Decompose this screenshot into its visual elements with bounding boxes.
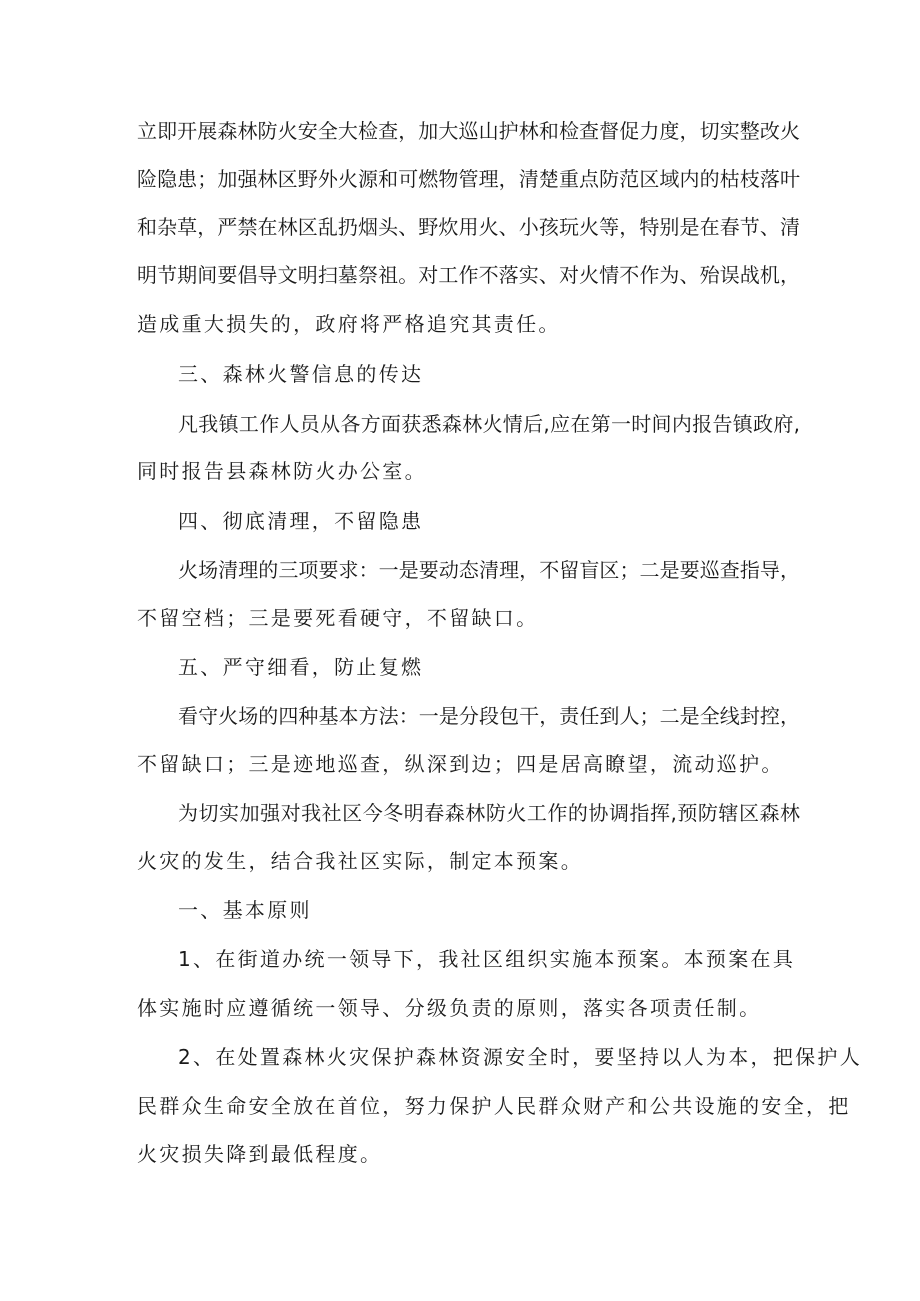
- text-line: 民群众生命安全放在首位，努力保护人民群众财产和公共设施的安全，把: [137, 1094, 851, 1118]
- section-heading: 三、森林火警信息的传达: [178, 362, 424, 386]
- text-line: 造成重大损失的，政府将严格追究其责任。: [137, 312, 561, 336]
- text-line: 不留缺口；三是迹地巡查，纵深到边；四是居高瞭望，流动巡护。: [137, 752, 784, 776]
- text-line: 险隐患；加强林区野外火源和可燃物管理，清楚重点防范区域内的枯枝落叶: [137, 167, 800, 191]
- section-heading: 四、彻底清理，不留隐患: [178, 509, 424, 533]
- text-line: 火灾的发生，结合我社区实际，制定本预案。: [137, 849, 583, 873]
- text-line: 体实施时应遵循统一领导、分级负责的原则，落实各项责任制。: [137, 996, 762, 1020]
- text-line: 为切实加强对我社区今冬明春森林防火工作的协调指挥,预防辖区森林: [178, 801, 800, 825]
- text-line: 2、在处置森林火灾保护森林资源安全时，要坚持以人为本，把保护人: [178, 1045, 863, 1069]
- text-line: 看守火场的四种基本方法：一是分段包干，责任到人；二是全线封控，: [178, 704, 800, 728]
- text-line: 火灾损失降到最低程度。: [137, 1142, 383, 1166]
- text-line: 1、在街道办统一领导下，我社区组织实施本预案。本预案在具: [178, 947, 796, 971]
- text-line: 不留空档；三是要死看硬守，不留缺口。: [137, 606, 539, 630]
- text-line: 和杂草，严禁在林区乱扔烟头、野炊用火、小孩玩火等，特别是在春节、清: [137, 215, 800, 239]
- text-line: 立即开展森林防火安全大检查，加大巡山护林和检查督促力度，切实整改火: [137, 119, 800, 143]
- section-heading: 五、严守细看，防止复燃: [178, 655, 424, 679]
- text-line: 明节期间要倡导文明扫墓祭祖。对工作不落实、对火情不作为、殆误战机，: [137, 263, 800, 287]
- section-heading: 一、基本原则: [178, 898, 312, 922]
- text-line: 同时报告县森林防火办公室。: [137, 459, 427, 483]
- text-line: 火场清理的三项要求：一是要动态清理，不留盲区；二是要巡查指导，: [178, 558, 800, 582]
- text-line: 凡我镇工作人员从各方面获悉森林火情后,应在第一时间内报告镇政府,: [178, 412, 800, 436]
